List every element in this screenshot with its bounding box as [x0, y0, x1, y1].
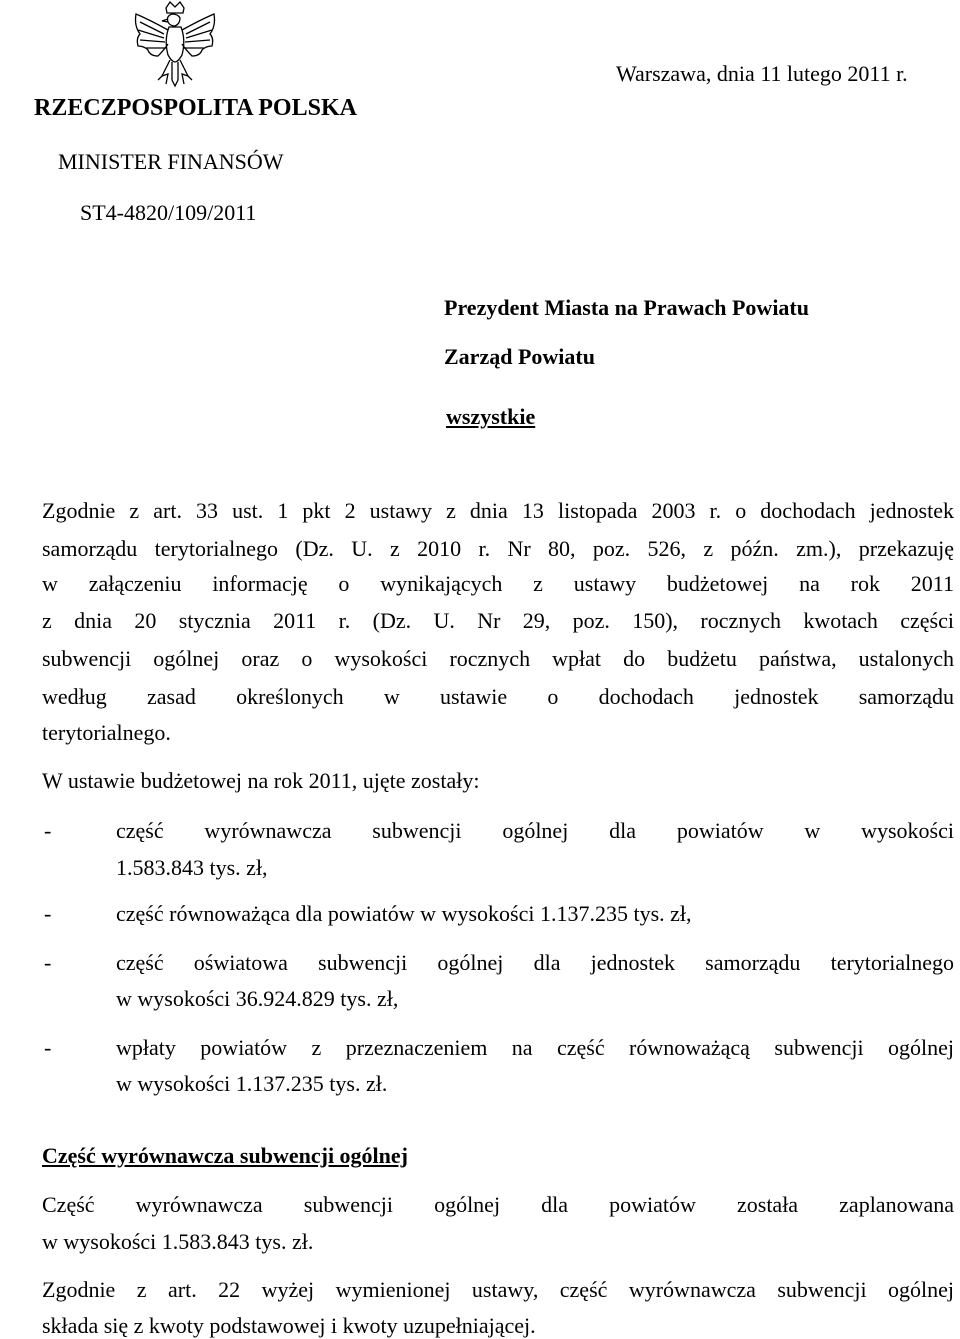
- section-para-line: Zgodnie z art. 22 wyżej wymienionej ustawy, część wyrównawcza subwencji ogólnej: [42, 1277, 954, 1302]
- list-item-line: w wysokości 1.137.235 tys. zł.: [116, 1071, 388, 1096]
- list-dash: -: [44, 818, 52, 843]
- section-para-line: w wysokości 1.583.843 tys. zł.: [42, 1229, 314, 1254]
- intro-line: Zgodnie z art. 33 ust. 1 pkt 2 ustawy z dnia 13 listopada 2003 r. o dochodach jednostek: [42, 498, 954, 523]
- section-heading: Część wyrównawcza subwencji ogólnej: [42, 1143, 408, 1168]
- intro-line: samorządu terytorialnego (Dz. U. z 2010 r. Nr 80, poz. 526, z późn. zm.), przekazuję: [42, 536, 954, 561]
- ministry-name: MINISTER FINANSÓW: [58, 149, 284, 174]
- intro-line: terytorialnego.: [42, 720, 171, 745]
- list-item-line: 1.583.843 tys. zł,: [116, 855, 268, 880]
- recipient-line-2: Zarząd Powiatu: [444, 344, 595, 369]
- list-item-line: część wyrównawcza subwencji ogólnej dla powiatów w wysokości: [116, 818, 954, 843]
- budget-intro: W ustawie budżetowej na rok 2011, ujęte zostały:: [42, 768, 480, 793]
- section-para-line: Część wyrównawcza subwencji ogólnej dla powiatów została zaplanowana: [42, 1192, 954, 1217]
- recipient-line-1: Prezydent Miasta na Prawach Powiatu: [444, 295, 809, 320]
- list-item-line: część równoważąca dla powiatów w wysokości 1.137.235 tys. zł,: [116, 901, 692, 926]
- list-item-line: część oświatowa subwencji ogólnej dla jednostek samorządu terytorialnego: [116, 950, 954, 975]
- reference-number: ST4-4820/109/2011: [80, 200, 257, 225]
- intro-line: w załączeniu informację o wynikających z ustawy budżetowej na rok 2011: [42, 571, 954, 596]
- intro-line: z dnia 20 stycznia 2011 r. (Dz. U. Nr 29, poz. 150), rocznych kwotach części: [42, 608, 954, 633]
- polish-eagle-emblem-icon: [128, 0, 223, 90]
- country-name: RZECZPOSPOLITA POLSKA: [34, 95, 357, 121]
- section-para-line: składa się z kwoty podstawowej i kwoty uzupełniającej.: [42, 1313, 536, 1338]
- list-dash: -: [44, 950, 52, 975]
- list-item-line: wpłaty powiatów z przeznaczeniem na część równoważącą subwencji ogólnej: [116, 1035, 954, 1060]
- list-dash: -: [44, 901, 52, 926]
- intro-line: według zasad określonych w ustawie o dochodach jednostek samorządu: [42, 684, 954, 709]
- place-date: Warszawa, dnia 11 lutego 2011 r.: [616, 61, 908, 86]
- list-dash: -: [44, 1035, 52, 1060]
- list-item-line: w wysokości 36.924.829 tys. zł,: [116, 986, 399, 1011]
- intro-line: subwencji ogólnej oraz o wysokości rocznych wpłat do budżetu państwa, ustalonych: [42, 646, 954, 671]
- recipient-line-3: wszystkie: [446, 404, 536, 429]
